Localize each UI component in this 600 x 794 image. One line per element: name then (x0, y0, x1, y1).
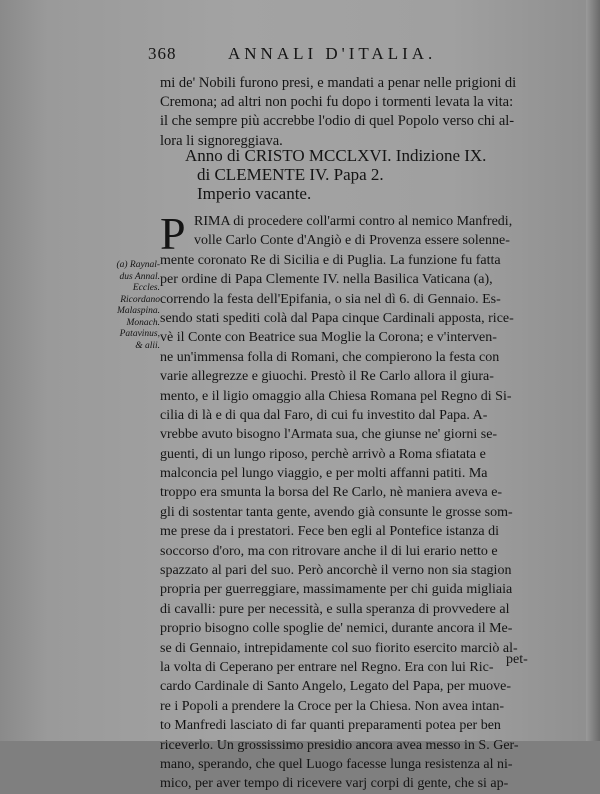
book-spine-shadow (586, 0, 600, 741)
text-line: gli di sostentar tanta gente, avendo già consunte le grosse som- (160, 504, 513, 520)
page-number: 368 (148, 44, 177, 63)
text-line: re i Popoli a prendere la Croce per la Chiesa. Non avea intan- (160, 698, 505, 714)
text-line: per ordine di Papa Clemente IV. nella Basilica Vaticana (a), (160, 272, 493, 288)
heading-line-pope: di CLEMENTE IV. Papa 2. (197, 165, 384, 184)
main-text (160, 208, 542, 794)
margin-note-line: Eccles. (132, 283, 160, 293)
text-line: correndo la festa dell'Epifania, o sia nel dì 6. di Gennaio. Es- (160, 291, 501, 307)
text-line: vrebbe avuto bisogno l'Armata sua, che giunse ne' giorni se- (160, 427, 498, 443)
margin-note-line: Monach. (126, 317, 160, 328)
text-line: mano, sperando, che quel Luogo facesse lunga resistenza al ni- (160, 756, 513, 772)
text-line: il che sempre più accrebbe l'odio di quel Popolo verso chi al- (160, 113, 515, 130)
text-line: malconcia pel lungo viaggio, e per molti affanni patiti. Ma (160, 466, 488, 482)
heading-line-empire: Imperio vacante. (197, 184, 312, 203)
text-line: ne un'immensa folla di Romani, che compierono la festa con (160, 349, 500, 365)
text-line: me prese da i prestatori. Fece ben egli al Pontefice istanza di (160, 524, 499, 540)
year-heading (185, 146, 545, 203)
heading-line-year: Anno di CRISTO MCCLXVI. Indizione IX. (185, 146, 487, 165)
text-line: RIMA di procedere coll'armi contro al nemico Manfredi, (194, 214, 513, 229)
margin-note-line: dus Annal. (119, 271, 160, 282)
catchword: pet- (506, 652, 528, 667)
text-line: mi de' Nobili furono presi, e mandati a penar nelle prigioni di (160, 75, 517, 91)
text-line: propria per guerreggiare, massimamente per chi guida migliaia (160, 582, 513, 598)
top-paragraph (160, 74, 540, 151)
margin-note-line: & alii. (135, 340, 160, 351)
text-line: cardo Cardinale di Santo Angelo, Legato del Papa, per muove- (160, 679, 512, 695)
text-line: la volta di Ceperano per entrare nel Regno. Era con lui Ric- (160, 659, 494, 675)
margin-note-line: (a) Raynal- (116, 260, 160, 270)
text-line: proprio bisogno colle spoglie de' nemici, durante ancora il Me- (160, 621, 513, 637)
text-line: vè il Conte con Beatrice sua Moglie la Corona; e v'interven- (160, 330, 497, 346)
text-line: guenti, di un lungo riposo, perchè arrivò a Roma sfiatata e (160, 446, 486, 462)
running-title: ANNALI D'ITALIA. (228, 44, 437, 63)
text-line: spazzato al pari del suo. Però ancorchè il verno non sia stagion (160, 563, 512, 579)
text-line: sendo stati spediti colà dal Papa cinque Cardinali apposta, rice- (160, 310, 514, 326)
text-line: soccorso d'oro, ma con ritrovare anche il di lui erario netto e (160, 543, 498, 559)
text-line: se di Gennaio, intrepidamente col suo fiorito esercito marciò al- (160, 640, 518, 656)
text-line: lora li signoreggiava. (160, 132, 283, 149)
text-line: varie allegrezze e giuochi. Prestò il Re Carlo allora il giura- (160, 369, 494, 385)
margin-note-line: Patavinus, (119, 329, 160, 339)
text-line: mento, e il ligio omaggio alla Chiesa Romana pel Regno di Si- (160, 388, 512, 404)
text-line: mente coronato Re di Sicilia e di Puglia. La funzione fu fatta (160, 252, 501, 268)
text-line: mico, per aver tempo di ricevere varj corpi di gente, che si ap- (160, 776, 509, 792)
running-head (148, 44, 548, 68)
margin-note-line: Ricordano (120, 294, 160, 305)
text-line: to Manfredi lasciato di far quanti preparamenti potea per ben (160, 718, 501, 734)
drop-capital: P (160, 208, 186, 259)
text-line: di cavalli: pure per necessità, e sulla speranza di provvedere al (160, 601, 510, 617)
margin-note (104, 260, 160, 352)
text-line: Cremona; ad altri non pochi fu dopo i tormenti levata la vita: (160, 94, 514, 111)
margin-note-line: Malaspina. (116, 306, 160, 316)
text-line: cilia di là e di qua dal Faro, di cui fu investito dal Papa. A- (160, 407, 488, 423)
text-line: riceverlo. Un grossissimo presidio ancora avea messo in S. Ger- (160, 737, 519, 753)
text-line: volle Carlo Conte d'Angiò e di Provenza essere solenne- (194, 233, 510, 249)
text-line: troppo era smunta la borsa del Re Carlo, nè maniera aveva e- (160, 485, 503, 501)
